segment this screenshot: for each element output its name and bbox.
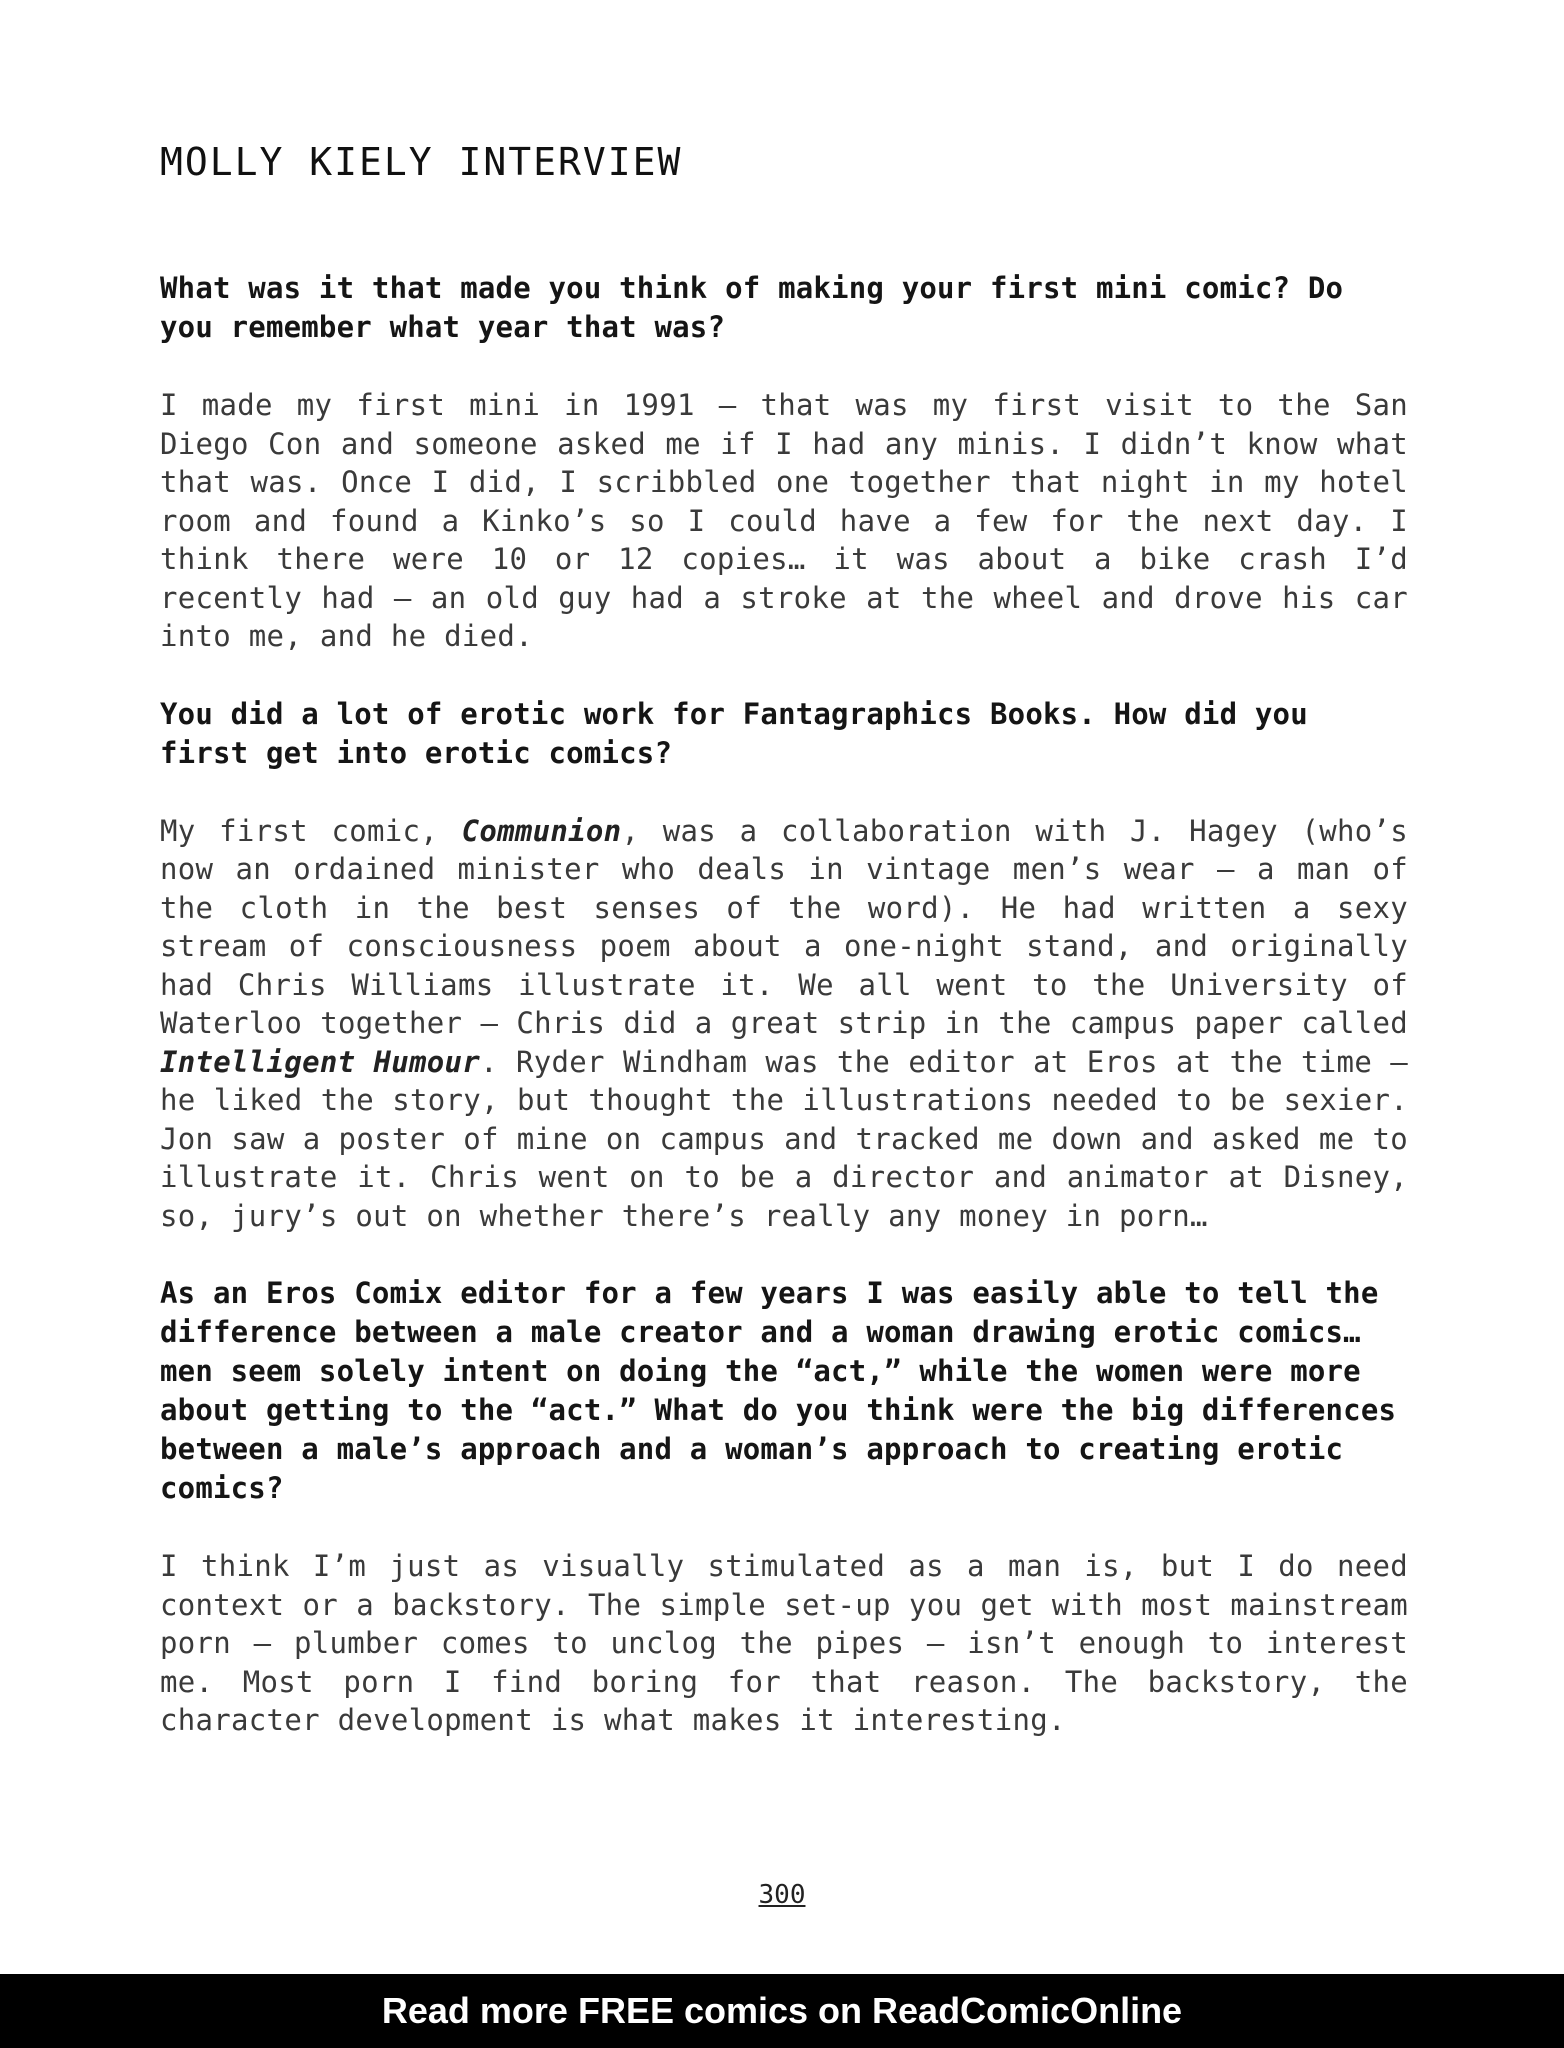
question-1: What was it that made you think of making your first mini comic? Do you remember what year that was? (160, 271, 1344, 344)
answer-2 (160, 812, 1408, 1236)
page-number (0, 1880, 1564, 1910)
page-title: MOLLY KIELY INTERVIEW (160, 140, 683, 184)
page-number-text: 300 (758, 1880, 806, 1910)
answer-2-text-c: . Ryder Windham was the editor at Eros at the time — he liked the story, but thought the illustrations needed to be sexier. Jon saw a poster of mine on campus and tracked me down and asked me to illustrate it. Chris went on to be a director and animator at Disney, so, jury’s out on whether there’s really any money in porn… (160, 1044, 1408, 1233)
question-2: You did a lot of erotic work for Fantagraphics Books. How did you first get into erotic comics? (160, 696, 1308, 770)
comic-title-communion: Communion (461, 813, 622, 848)
readcomiconline-banner-link[interactable]: Read more FREE comics on ReadComicOnline (0, 1974, 1564, 2048)
interview-page (160, 140, 1408, 1779)
answer-3: I think I’m just as visually stimulated as a man is, but I do need context or a backstory. The simple set-up you get with most mainstream porn — plumber comes to unclog the pipes — isn’t enough to interest me. Most porn I find boring for that reason. The backstory, the character development is what makes it interesting. (160, 1549, 1408, 1737)
answer-2-text-a: My first comic, (160, 813, 462, 848)
answer-1: I made my first mini in 1991 — that was my first visit to the San Diego Con and someone asked me if I had any minis. I didn’t know what that was. Once I did, I scribbled one together that night in my hotel room and found a Kinko’s so I could have a few for the next day. I think there were 10 or 12 copies… it was about a bike crash I’d recently had — an old guy had a stroke at the wheel and drove his car into me, and he died. (160, 388, 1408, 653)
strip-title-intelligent-humour: Intelligent Humour (160, 1044, 481, 1079)
question-3: As an Eros Comix editor for a few years I was easily able to tell the difference between a male creator and a woman drawing erotic comics… men seem solely intent on doing the “act,” while the women were more about getting to the “act.” What do you think were the big differences between a male’s approach and a woman’s approach to creating erotic comics? (160, 1276, 1397, 1505)
answer-2-text-b: , was a collaboration with J. Hagey (who’s now an ordained minister who deals in vintage men’s wear — a man of the cloth in the best senses of the word). He had written a sexy stream of consciousness poem about a one-night stand, and originally had Chris Williams illustrate it. We all went to the University of Waterloo together — Chris did a great strip in the campus paper called (160, 813, 1409, 1040)
